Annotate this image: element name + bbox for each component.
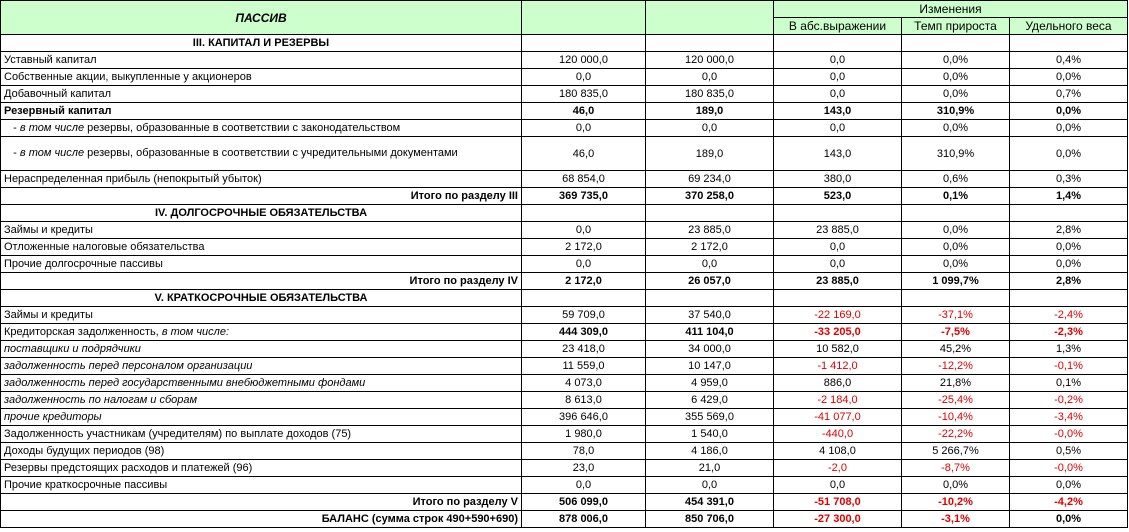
cell-d: -12,2% [902,358,1010,375]
cell-c: 380,0 [774,171,902,188]
cell-c: 4 108,0 [774,443,902,460]
row-label: Прочие долгосрочные пассивы [1,256,522,273]
cell-c: 0,0 [774,239,902,256]
cell-b [646,205,774,222]
cell-d: 310,9% [902,103,1010,120]
row-label: Уставный капитал [1,52,522,69]
cell-a: 0,0 [522,69,646,86]
header-abs: В абс.выражении [774,18,902,35]
cell-d [902,205,1010,222]
cell-b: 6 429,0 [646,392,774,409]
cell-d: 0,0% [902,120,1010,137]
cell-e: 2,8% [1010,273,1128,290]
row-label: задолженность перед государственными внебюджетными фондами [1,375,522,392]
cell-d: 0,0% [902,477,1010,494]
cell-c: -440,0 [774,426,902,443]
cell-b: 0,0 [646,256,774,273]
cell-c [774,35,902,52]
row-label: поставщики и подрядчики [1,341,522,358]
cell-b: 0,0 [646,69,774,86]
row-label: Отложенные налоговые обязательства [1,239,522,256]
cell-e: 0,0% [1010,256,1128,273]
cell-b: 370 258,0 [646,188,774,205]
cell-e: 0,3% [1010,171,1128,188]
row-label: прочие кредиторы [1,409,522,426]
cell-a: 506 099,0 [522,494,646,511]
table-row [1,358,1128,375]
cell-c: 0,0 [774,52,902,69]
cell-b: 23 885,0 [646,222,774,239]
cell-a: 180 835,0 [522,86,646,103]
cell-e: -0,0% [1010,426,1128,443]
row-label: IV. ДОЛГОСРОЧНЫЕ ОБЯЗАТЕЛЬСТВА [1,205,522,222]
cell-e [1010,35,1128,52]
table-row [1,120,1128,137]
cell-a: 11 559,0 [522,358,646,375]
cell-d: 0,0% [902,52,1010,69]
table-row [1,443,1128,460]
cell-d: 0,0% [902,222,1010,239]
cell-c: 523,0 [774,188,902,205]
cell-d: 21,8% [902,375,1010,392]
cell-e: 1,4% [1010,188,1128,205]
header-title: ПАССИВ [1,1,522,35]
cell-d: 0,0% [902,256,1010,273]
cell-a: 0,0 [522,477,646,494]
cell-a: 46,0 [522,137,646,171]
cell-e: 0,0% [1010,477,1128,494]
header-row-1 [1,1,1128,18]
cell-b: 21,0 [646,460,774,477]
row-label: задолженность по налогам и сборам [1,392,522,409]
table-row [1,69,1128,86]
row-label: Резервный капитал [1,103,522,120]
cell-e: 2,8% [1010,222,1128,239]
cell-b: 120 000,0 [646,52,774,69]
cell-e [1010,205,1128,222]
cell-d: 45,2% [902,341,1010,358]
table-row [1,426,1128,443]
cell-a: 23,0 [522,460,646,477]
cell-a: 8 613,0 [522,392,646,409]
cell-a: 1 980,0 [522,426,646,443]
cell-b: 4 959,0 [646,375,774,392]
cell-b: 26 057,0 [646,273,774,290]
row-label: Собственные акции, выкупленные у акционеров [1,69,522,86]
cell-d: 0,0% [902,69,1010,86]
row-label: Займы и кредиты [1,307,522,324]
cell-b: 189,0 [646,137,774,171]
cell-c: -2 184,0 [774,392,902,409]
table-row [1,239,1128,256]
cell-a: 23 418,0 [522,341,646,358]
cell-d: -37,1% [902,307,1010,324]
cell-e: 1,3% [1010,341,1128,358]
cell-b: 1 540,0 [646,426,774,443]
cell-d: 310,9% [902,137,1010,171]
cell-b: 37 540,0 [646,307,774,324]
cell-c: 0,0 [774,256,902,273]
cell-c: 0,0 [774,477,902,494]
total-row [1,511,1128,528]
cell-d [902,290,1010,307]
table-row [1,341,1128,358]
cell-e: -0,1% [1010,358,1128,375]
row-label: Прочие краткосрочные пассивы [1,477,522,494]
cell-d: 0,1% [902,188,1010,205]
cell-a: 68 854,0 [522,171,646,188]
cell-c: 886,0 [774,375,902,392]
cell-e: -3,4% [1010,409,1128,426]
table-row [1,52,1128,69]
header-weight: Удельного веса [1010,18,1128,35]
cell-a: 78,0 [522,443,646,460]
cell-b: 2 172,0 [646,239,774,256]
cell-c [774,290,902,307]
cell-a: 46,0 [522,103,646,120]
cell-b: 189,0 [646,103,774,120]
row-label: БАЛАНС (сумма строк 490+590+690) [1,511,522,528]
cell-b [646,35,774,52]
total-row [1,188,1128,205]
cell-e: 0,0% [1010,511,1128,528]
table-row [1,171,1128,188]
cell-c: -33 205,0 [774,324,902,341]
cell-a [522,290,646,307]
section-row [1,290,1128,307]
cell-a: 396 646,0 [522,409,646,426]
section-row [1,35,1128,52]
cell-d: 0,6% [902,171,1010,188]
cell-e: 0,4% [1010,52,1128,69]
cell-a: 2 172,0 [522,239,646,256]
cell-a: 369 735,0 [522,188,646,205]
row-label: III. КАПИТАЛ И РЕЗЕРВЫ [1,35,522,52]
row-label: Добавочный капитал [1,86,522,103]
cell-c: 0,0 [774,69,902,86]
cell-b [646,290,774,307]
cell-e: 0,0% [1010,120,1128,137]
cell-d: 0,0% [902,239,1010,256]
cell-e: 0,0% [1010,137,1128,171]
cell-c: 0,0 [774,120,902,137]
cell-e: 0,0% [1010,103,1128,120]
cell-c: -41 077,0 [774,409,902,426]
cell-d: 5 266,7% [902,443,1010,460]
table-row [1,409,1128,426]
table-row [1,222,1128,239]
cell-a: 4 073,0 [522,375,646,392]
table-row [1,477,1128,494]
cell-c: -51 708,0 [774,494,902,511]
header-growth: Темп прироста [902,18,1010,35]
row-label-prefix: - [4,147,20,159]
section-row [1,205,1128,222]
cell-a: 120 000,0 [522,52,646,69]
row-label: Итого по разделу III [1,188,522,205]
cell-e: 0,7% [1010,86,1128,103]
table-row [1,256,1128,273]
cell-c: -22 169,0 [774,307,902,324]
cell-b: 180 835,0 [646,86,774,103]
cell-c: 23 885,0 [774,222,902,239]
row-label-prefix: Кредиторская задолженность, [4,326,162,338]
total-row [1,273,1128,290]
cell-d: -22,2% [902,426,1010,443]
cell-d: -7,5% [902,324,1010,341]
table-row [1,103,1128,120]
cell-c: 143,0 [774,137,902,171]
cell-d: -3,1% [902,511,1010,528]
cell-b: 0,0 [646,477,774,494]
cell-d: -8,7% [902,460,1010,477]
cell-d: -10,4% [902,409,1010,426]
cell-c [774,205,902,222]
cell-b: 4 186,0 [646,443,774,460]
row-label [1,137,522,171]
row-label: Задолженность участникам (учредителям) по выплате доходов (75) [1,426,522,443]
cell-e: -2,3% [1010,324,1128,341]
row-label: Резервы предстоящих расходов и платежей (96) [1,460,522,477]
table-row [1,86,1128,103]
cell-c: 143,0 [774,103,902,120]
cell-c: 10 582,0 [774,341,902,358]
cell-e: -0,2% [1010,392,1128,409]
cell-b: 454 391,0 [646,494,774,511]
cell-c: -1 412,0 [774,358,902,375]
cell-c: 23 885,0 [774,273,902,290]
cell-e: 0,1% [1010,375,1128,392]
table-row [1,324,1128,341]
row-label: Итого по разделу IV [1,273,522,290]
cell-d [902,35,1010,52]
cell-b: 355 569,0 [646,409,774,426]
row-label: задолженность перед персоналом организации [1,358,522,375]
row-label-emphasis: в том числе: [161,326,230,338]
cell-b: 34 000,0 [646,341,774,358]
cell-c: 0,0 [774,86,902,103]
cell-d: 1 099,7% [902,273,1010,290]
cell-e: -4,2% [1010,494,1128,511]
cell-a: 878 006,0 [522,511,646,528]
cell-e: 0,0% [1010,69,1128,86]
row-label: V. КРАТКОСРОЧНЫЕ ОБЯЗАТЕЛЬСТВА [1,290,522,307]
cell-a: 0,0 [522,256,646,273]
header-changes: Изменения [774,1,1128,18]
row-label-suffix: резервы, образованные в соответствии с законодательством [84,122,401,134]
row-label: Нераспределенная прибыль (непокрытый убыток) [1,171,522,188]
table-row [1,137,1128,171]
cell-d: -10,2% [902,494,1010,511]
row-label-emphasis: в том числе [19,147,85,159]
cell-b: 850 706,0 [646,511,774,528]
cell-c: -2,0 [774,460,902,477]
cell-e: -2,4% [1010,307,1128,324]
cell-e [1010,290,1128,307]
cell-b: 10 147,0 [646,358,774,375]
row-label: Займы и кредиты [1,222,522,239]
table-row [1,460,1128,477]
total-row [1,494,1128,511]
table-row [1,307,1128,324]
row-label-suffix: резервы, образованные в соответствии с учредительными документами [84,147,458,159]
row-label-prefix: - [4,122,20,134]
cell-a [522,205,646,222]
row-label-emphasis: в том числе [19,122,85,134]
cell-b: 69 234,0 [646,171,774,188]
cell-e: 0,0% [1010,239,1128,256]
cell-a [522,35,646,52]
cell-a: 444 309,0 [522,324,646,341]
cell-e: 0,5% [1010,443,1128,460]
table-row [1,375,1128,392]
row-label [1,120,522,137]
cell-b: 0,0 [646,120,774,137]
header-col-start [522,1,646,35]
cell-a: 2 172,0 [522,273,646,290]
cell-d: -25,4% [902,392,1010,409]
cell-a: 59 709,0 [522,307,646,324]
cell-a: 0,0 [522,222,646,239]
table-row [1,392,1128,409]
cell-b: 411 104,0 [646,324,774,341]
cell-a: 0,0 [522,120,646,137]
cell-d: 0,0% [902,86,1010,103]
row-label [1,324,522,341]
cell-e: -0,0% [1010,460,1128,477]
cell-c: -27 300,0 [774,511,902,528]
header-col-end [646,1,774,35]
row-label: Итого по разделу V [1,494,522,511]
row-label: Доходы будущих периодов (98) [1,443,522,460]
